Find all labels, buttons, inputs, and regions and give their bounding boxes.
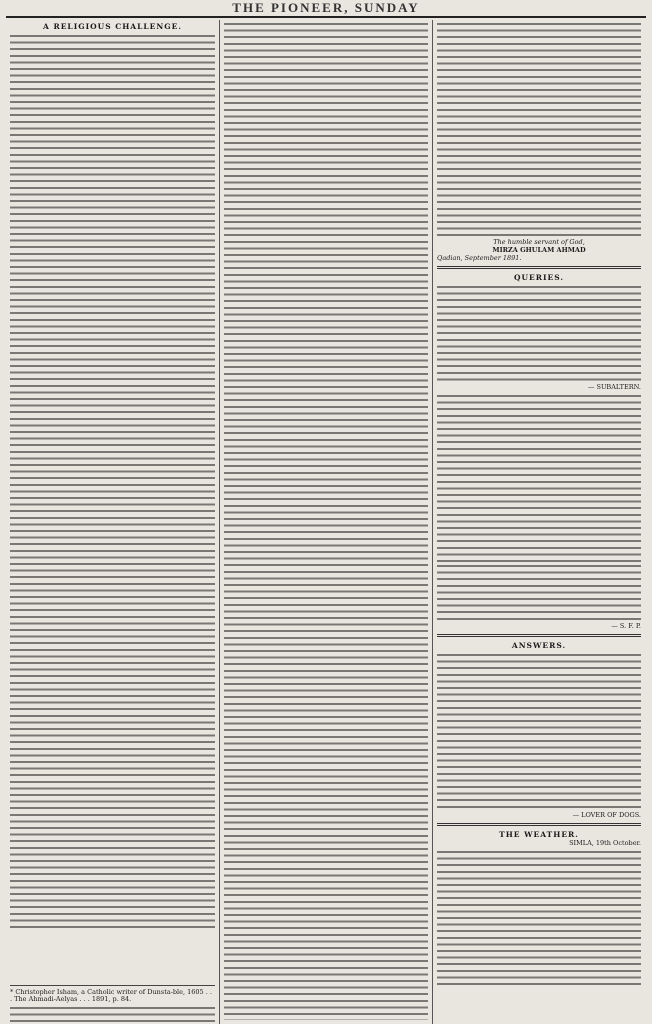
article-body-part-1 [10,32,215,932]
article-body-part-3 [437,20,641,238]
answers-title: ANSWERS. [511,641,567,650]
article-place-date: Qadian, September 1891. [437,254,522,262]
article-title: A RELIGIOUS CHALLENGE. [43,22,182,31]
query-3-signature: — S. F. P. [611,622,641,630]
column-2 [219,20,432,1024]
section-divider [437,634,641,637]
query-1-body [437,283,641,383]
answer-1-signature: — LOVER OF DOGS. [572,811,641,819]
answer-1-body [437,651,641,811]
footnote-body [10,1004,215,1024]
weather-body [437,848,641,988]
article-body-part-2 [224,20,428,1020]
footnote [10,985,215,1024]
column-3 [432,20,645,1024]
section-divider [437,823,641,826]
article-author: MIRZA GHULAM AHMAD [492,246,586,254]
query-1-signature: — SUBALTERN. [587,383,641,391]
column-1 [6,20,219,1024]
queries-title: QUERIES. [513,273,564,282]
footnote-text: * Christopher Isham, a Catholic writer of Dunsta-ble, 1605 . . . The Ahmadi-Aelyas . . . 1891, p. 84. [10,988,212,1003]
weather-dateline: SIMLA, 19th October. [569,839,641,847]
masthead [6,0,646,18]
section-divider [437,266,641,269]
query-3-body [437,562,641,622]
weather-title: THE WEATHER. [499,830,579,839]
masthead-title: THE PIONEER, SUNDAY [232,0,420,15]
query-2-body [437,392,641,562]
page-columns [6,20,646,1024]
article-signature-line: The humble servant of God, [493,238,585,246]
